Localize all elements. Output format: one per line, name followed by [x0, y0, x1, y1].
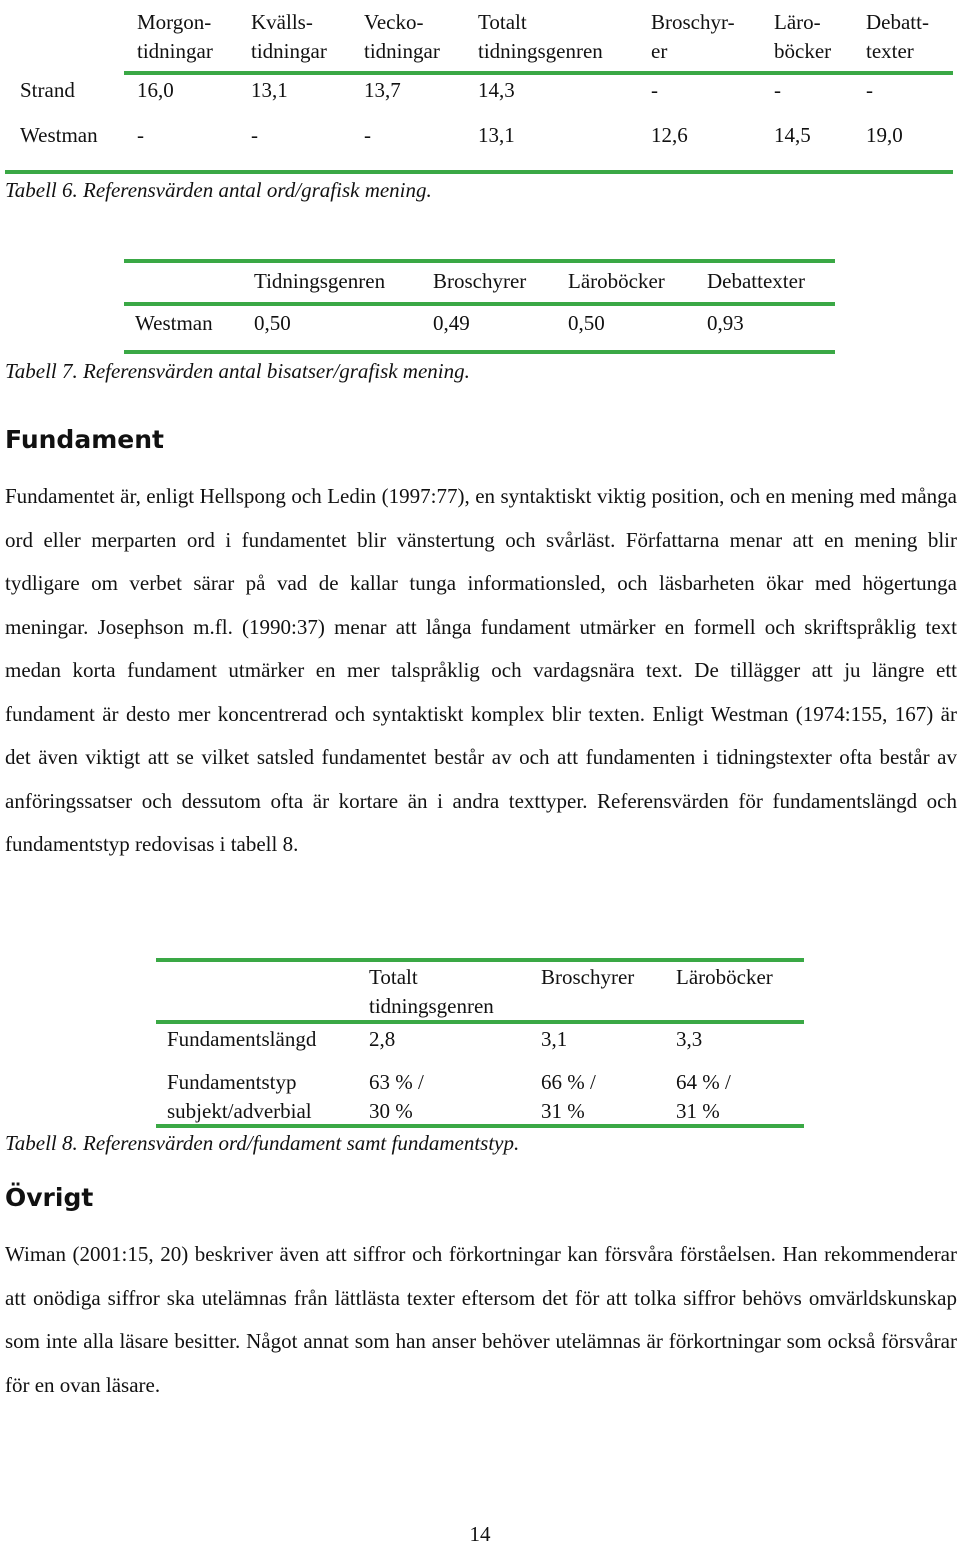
table6-cell: - [651, 78, 658, 102]
table6-cell: 14,5 [774, 123, 811, 147]
value-line: 64 % / [676, 1070, 731, 1094]
table7-cell: 0,93 [707, 311, 744, 335]
header-line: Totalt [369, 965, 418, 989]
value-line: 31 % [676, 1099, 720, 1123]
header-line: Totalt [478, 10, 527, 34]
header-line: tidningsgenren [369, 994, 494, 1018]
table6-caption: Tabell 6. Referensvärden antal ord/grafisk mening. [5, 178, 432, 202]
table8-caption: Tabell 8. Referensvärden ord/fundament samt fundamentstyp. [5, 1131, 520, 1155]
label-line: Fundamentstyp [167, 1070, 297, 1094]
table6-bottom-rule [5, 170, 953, 174]
header-line: er [651, 39, 668, 63]
table8-top-rule [156, 958, 804, 962]
table8-cell [369, 1025, 395, 1054]
table8-header-broschyrer [541, 963, 634, 992]
table7-header: Debattexter [707, 269, 805, 293]
header-line: tidningar [364, 39, 440, 63]
table7-cell: 0,49 [433, 311, 470, 335]
table6-cell: 13,7 [364, 78, 401, 102]
table6-header-broschyr [651, 8, 735, 66]
table6-header-morgon [137, 8, 213, 66]
table6-row-label: Strand [20, 78, 75, 102]
header-line: Läroböcker [676, 965, 773, 989]
header-line: Morgon- [137, 10, 212, 34]
label-line: subjekt/adverbial [167, 1099, 312, 1123]
table6-cell: - [364, 123, 371, 147]
value-line: 3,3 [676, 1027, 703, 1051]
value-line: 31 % [541, 1099, 585, 1123]
header-line: tidningsgenren [478, 39, 603, 63]
section-heading-ovrigt: Övrigt [5, 1183, 94, 1212]
table6-cell: 19,0 [866, 123, 903, 147]
value-line: 63 % / [369, 1070, 424, 1094]
value-line: 66 % / [541, 1070, 596, 1094]
table7-cell: 0,50 [254, 311, 291, 335]
header-line: Läro- [774, 10, 821, 34]
table8-header-totalt [369, 963, 494, 1021]
table6-cell: - [866, 78, 873, 102]
value-line: 30 % [369, 1099, 413, 1123]
table7-header-rule [124, 302, 835, 306]
value-line: 3,1 [541, 1027, 568, 1051]
table7-header: Tidningsgenren [254, 269, 386, 293]
table6-cell: 14,3 [478, 78, 515, 102]
table6-header-rule [124, 71, 953, 75]
table6-header-kvalls [251, 8, 327, 66]
table6-cell: - [137, 123, 144, 147]
paragraph-fundament: Fundamentet är, enligt Hellspong och Ledin (1997:77), en syntaktiskt viktig position, och en mening med många ord eller merparten ord i fundamentet blir vänstertung och svårläst. Författarna menar att en mening blir tydligare om verbet särar på vad de kallar tunga informationsled, och läsbarheten ökar med högertunga meningar. Josephson m.fl. (1990:37) menar att långa fundament utmärker en formell och skriftspråklig text medan korta fundament utmärker en mer talspråklig och vardagsnära text. De tillägger att ju längre ett fundament är desto mer koncentrerad och syntaktiskt komplex blir texten. Enligt Westman (1974:155, 167) är det även viktigt att se vilket satsled fundamentet består av och att fundamenten i tidningstexter ofta består av anföringssatser och dessutom ofta är kortare än i andra texttyper. Referensvärden för fundamentslängd och fundamentstyp redovisas i tabell 8. [5, 484, 957, 856]
table7-cell: 0,50 [568, 311, 605, 335]
table7-bottom-rule [124, 350, 835, 354]
table8-cell [369, 1068, 424, 1126]
table8-cell [676, 1025, 702, 1054]
table6-header-totalt [478, 8, 603, 66]
header-line: tidningar [251, 39, 327, 63]
table6-row-label: Westman [20, 123, 98, 147]
table8-header-rule [156, 1020, 804, 1024]
table7-caption: Tabell 7. Referensvärden antal bisatser/grafisk mening. [5, 359, 470, 383]
table6-header-vecko [364, 8, 440, 66]
table6-cell: 13,1 [251, 78, 288, 102]
table6-cell: - [774, 78, 781, 102]
table7-header: Läroböcker [568, 269, 665, 293]
table6-cell: 16,0 [137, 78, 174, 102]
table6-header-debatt [866, 8, 929, 66]
label-line: Fundamentslängd [167, 1027, 317, 1051]
table7-top-rule [124, 259, 835, 263]
header-line: texter [866, 39, 914, 63]
table6-cell: 12,6 [651, 123, 688, 147]
table6-cell: 13,1 [478, 123, 515, 147]
value-line: 2,8 [369, 1027, 396, 1051]
header-line: böcker [774, 39, 832, 63]
section-heading-fundament: Fundament [5, 425, 164, 454]
table6-header-laro [774, 8, 831, 66]
table8-cell [541, 1068, 596, 1126]
header-line: Broschyrer [541, 965, 635, 989]
header-line: Kvälls- [251, 10, 313, 34]
header-line: Vecko- [364, 10, 424, 34]
table7-row-label: Westman [135, 311, 213, 335]
header-line: tidningar [137, 39, 213, 63]
table8-header-larobocker [676, 963, 773, 992]
table8-bottom-rule [156, 1124, 804, 1128]
table6-cell: - [251, 123, 258, 147]
table7-header: Broschyrer [433, 269, 527, 293]
header-line: Broschyr- [651, 10, 735, 34]
table8-row-label [167, 1068, 312, 1126]
page-number: 14 [469, 1522, 491, 1546]
table8-row-label [167, 1025, 316, 1054]
header-line: Debatt- [866, 10, 929, 34]
table8-cell [541, 1025, 567, 1054]
paragraph-ovrigt: Wiman (2001:15, 20) beskriver även att siffror och förkortningar kan försvåra förståelsen. Han rekommenderar att onödiga siffror ska utelämnas från lättlästa texter eftersom det för att tolka siffror behövs omvärldskunskap som inte alla läsare besitter. Något annat som han anser behöver utelämnas är förkortningar som också försvårar för en ovan läsare. [5, 1242, 957, 1397]
table8-cell [676, 1068, 731, 1126]
